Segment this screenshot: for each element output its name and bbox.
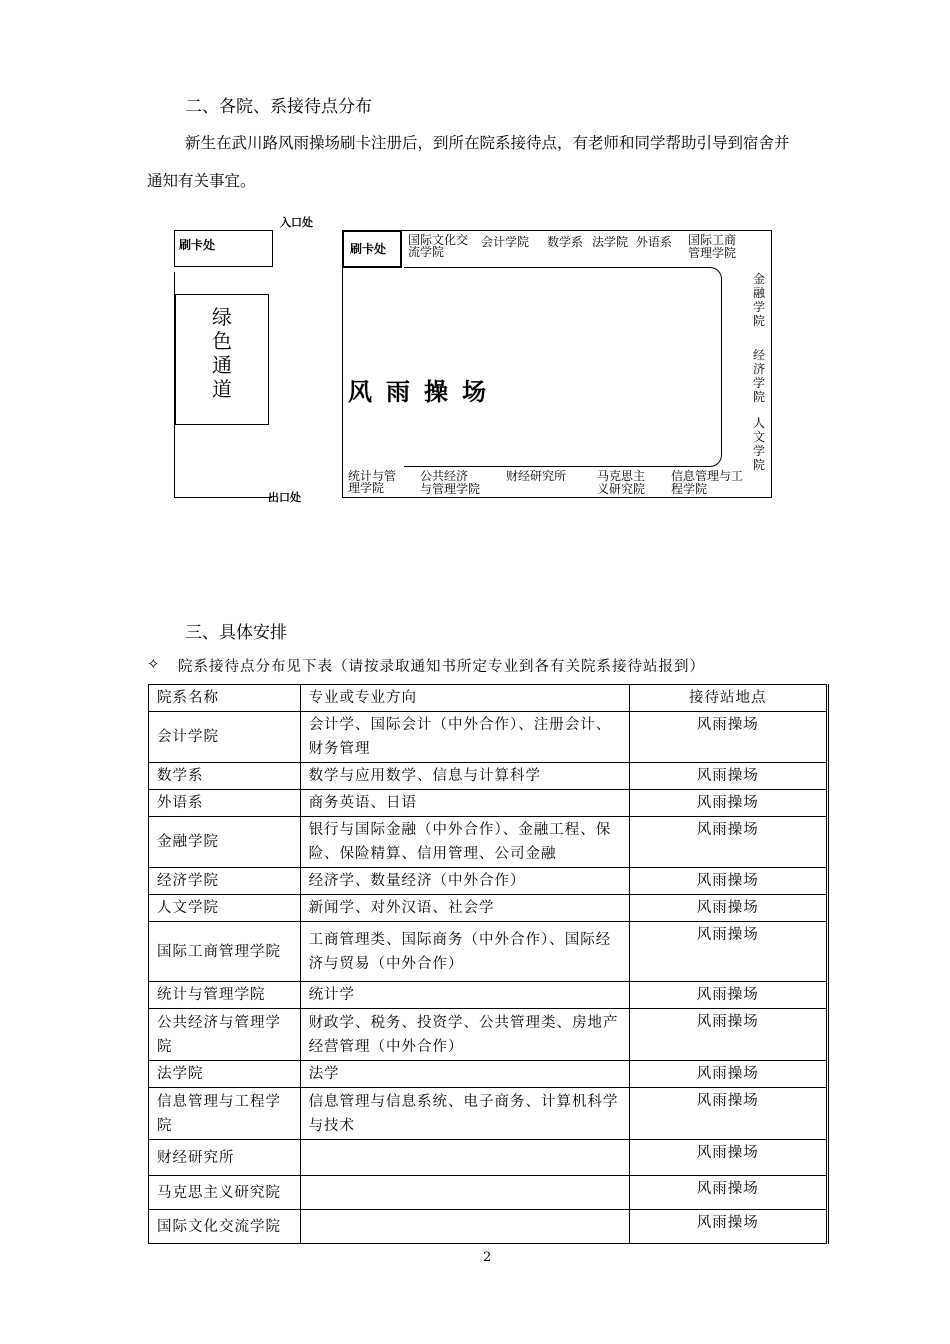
map-label-finance: 金融学院 (752, 272, 765, 328)
table-cell-majors: 会计学、国际会计（中外合作）、注册会计、财务管理 (300, 712, 629, 763)
map-label-stats-1: 统计与管 (348, 469, 397, 483)
table-cell-name: 法学院 (149, 1061, 301, 1088)
table-cell-majors: 经济学、数量经济（中外合作） (300, 868, 629, 895)
map-label-math: 数学系 (547, 235, 584, 249)
map-card-right-label: 刷卡处 (350, 242, 387, 256)
table-row (149, 1140, 828, 1176)
table-cell-name: 数学系 (149, 763, 301, 790)
map-label-marx-1: 马克思主 (597, 469, 646, 483)
table-row (149, 895, 828, 922)
table-header-cell: 接待站地点 (629, 685, 827, 712)
map-label-intl-biz-1: 国际工商 (688, 233, 737, 247)
table-cell-majors: 银行与国际金融（中外合作）、金融工程、保险、保险精算、信用管理、公司金融 (300, 817, 629, 868)
map-label-info-1: 信息管理与工 (671, 469, 744, 483)
reception-table (148, 684, 829, 1244)
table-cell-majors: 商务英语、日语 (300, 790, 629, 817)
table-cell-majors: 新闻学、对外汉语、社会学 (300, 895, 629, 922)
table-cell-majors (300, 1176, 629, 1210)
venue-map (160, 212, 800, 512)
map-label-economics: 经济学院 (752, 348, 765, 404)
map-field-label: 风雨操场 (348, 377, 500, 406)
table-cell-majors: 信息管理与信息系统、电子商务、计算机科学与技术 (300, 1088, 629, 1140)
table-cell-majors: 数学与应用数学、信息与计算科学 (300, 763, 629, 790)
table-cell-place: 风雨操场 (629, 712, 827, 763)
map-label-foreign: 外语系 (636, 235, 673, 249)
map-entrance-label: 入口处 (280, 216, 313, 229)
table-cell-place: 风雨操场 (629, 1176, 827, 1210)
table-cell-place: 风雨操场 (629, 763, 827, 790)
table-cell-name: 人文学院 (149, 895, 301, 922)
table-cell-name: 统计与管理学院 (149, 982, 301, 1009)
map-card-left-label: 刷卡处 (179, 238, 216, 252)
table-row (149, 712, 828, 763)
table-cell-majors: 财政学、税务、投资学、公共管理类、房地产经营管理（中外合作） (300, 1009, 629, 1061)
table-row (149, 763, 828, 790)
map-label-info-2: 程学院 (671, 482, 708, 496)
table-cell-place: 风雨操场 (629, 982, 827, 1009)
map-label-marx-2: 义研究院 (597, 482, 646, 496)
table-row (149, 1061, 828, 1088)
table-cell-name: 信息管理与工程学院 (149, 1088, 301, 1140)
table-cell-place: 风雨操场 (629, 1009, 827, 1061)
table-cell-place: 风雨操场 (629, 1140, 827, 1176)
table-cell-name: 国际工商管理学院 (149, 922, 301, 982)
table-cell-majors: 统计学 (300, 982, 629, 1009)
map-label-public-2: 与管理学院 (420, 482, 481, 496)
table-cell-name: 公共经济与管理学院 (149, 1009, 301, 1061)
table-row (149, 922, 828, 982)
table-row (149, 1088, 828, 1140)
table-row (149, 1009, 828, 1061)
table-cell-name: 外语系 (149, 790, 301, 817)
table-cell-name: 金融学院 (149, 817, 301, 868)
map-label-fin-research: 财经研究所 (506, 469, 567, 483)
table-row (149, 790, 828, 817)
map-track-outline (404, 267, 722, 467)
table-cell-majors: 法学 (300, 1061, 629, 1088)
table-cell-majors: 工商管理类、国际商务（中外合作）、国际经济与贸易（中外合作） (300, 922, 629, 982)
section3-heading: 三、具体安排 (185, 623, 287, 643)
map-green-channel-label: 绿色通道 (212, 305, 232, 401)
table-cell-place: 风雨操场 (629, 790, 827, 817)
table-row (149, 817, 828, 868)
map-card-right-box (342, 230, 402, 268)
map-label-law: 法学院 (592, 235, 629, 249)
table-cell-place: 风雨操场 (629, 895, 827, 922)
map-bottom-wall (174, 497, 272, 498)
table-cell-place: 风雨操场 (629, 868, 827, 895)
map-label-humanities: 人文学院 (752, 416, 765, 472)
map-exit-label: 出口处 (268, 491, 301, 504)
table-cell-place: 风雨操场 (629, 1088, 827, 1140)
table-row (149, 982, 828, 1009)
map-label-intl-culture-1: 国际文化交 (408, 233, 469, 247)
map-label-public-1: 公共经济 (420, 469, 469, 483)
table-cell-place: 风雨操场 (629, 1210, 827, 1244)
table-header-row (149, 685, 828, 712)
section2-paragraph-line1: 新生在武川路风雨操场刷卡注册后，到所在院系接待点，有老师和同学帮助引导到宿舍并 (185, 134, 790, 152)
section3-intro: 院系接待点分布见下表（请按录取通知书所定专业到各有关院系接待站报到） (178, 659, 705, 675)
map-label-intl-culture-2: 流学院 (408, 245, 445, 259)
table-cell-name: 财经研究所 (149, 1140, 301, 1176)
section2-paragraph-line2: 通知有关事宜。 (147, 172, 256, 190)
table-row (149, 1210, 828, 1244)
section2-heading: 二、各院、系接待点分布 (185, 97, 372, 117)
table-header-cell: 院系名称 (149, 685, 301, 712)
table-cell-place: 风雨操场 (629, 817, 827, 868)
map-label-intl-biz-2: 管理学院 (688, 246, 737, 260)
table-header-cell: 专业或专业方向 (300, 685, 629, 712)
page-number: 2 (483, 1250, 492, 1265)
map-green-channel-box (175, 294, 269, 425)
table-row (149, 868, 828, 895)
table-cell-place: 风雨操场 (629, 1061, 827, 1088)
table-cell-place: 风雨操场 (629, 922, 827, 982)
map-label-stats-2: 理学院 (348, 481, 385, 495)
table-cell-majors (300, 1140, 629, 1176)
table-cell-name: 国际文化交流学院 (149, 1210, 301, 1244)
table-cell-name: 马克思主义研究院 (149, 1176, 301, 1210)
map-card-left-box (174, 230, 273, 267)
bullet-icon: ✧ (147, 655, 160, 673)
map-label-accounting: 会计学院 (481, 235, 530, 249)
table-row (149, 1176, 828, 1210)
table-cell-name: 经济学院 (149, 868, 301, 895)
table-cell-majors (300, 1210, 629, 1244)
table-cell-name: 会计学院 (149, 712, 301, 763)
